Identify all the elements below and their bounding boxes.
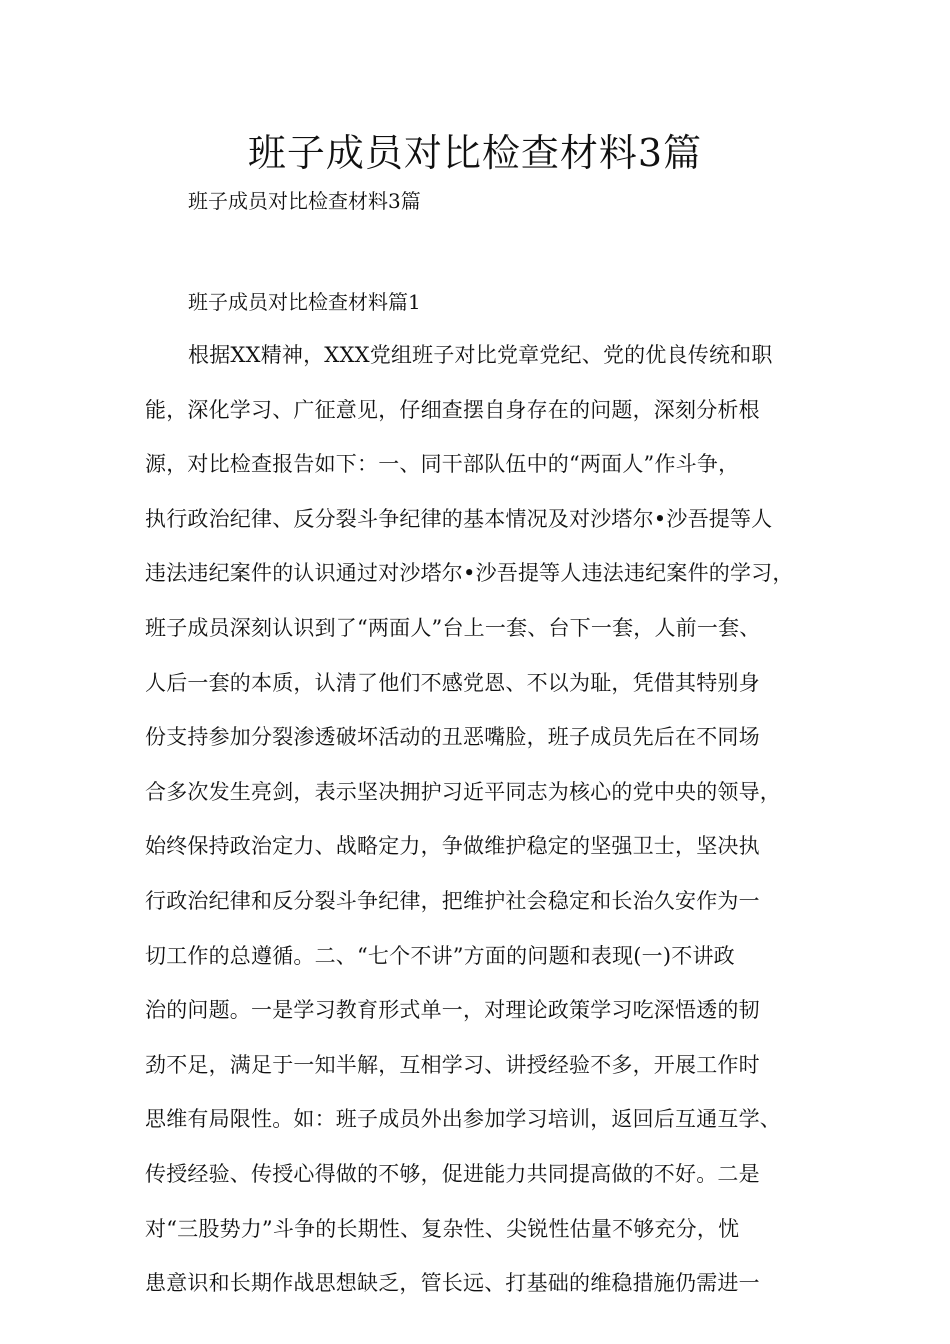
- document-subtitle: 班子成员对比检查材料3篇: [188, 189, 421, 213]
- body-line: 传授经验、传授心得做的不够，促进能力共同提高做的不好。二是: [145, 1161, 760, 1186]
- body-line: 执行政治纪律、反分裂斗争纪律的基本情况及对沙塔尔•沙吾提等人: [145, 506, 773, 531]
- body-line: 班子成员深刻认识到了“两面人”台上一套、台下一套，人前一套、: [145, 615, 761, 640]
- body-line: 始终保持政治定力、战略定力，争做维护稳定的坚强卫士，坚决执: [145, 834, 760, 859]
- body-line: 行政治纪律和反分裂斗争纪律，把维护社会稳定和长治久安作为一: [145, 888, 760, 913]
- body-line: 患意识和长期作战思想缺乏，管长远、打基础的维稳措施仍需进一: [145, 1271, 760, 1296]
- body-text: [145, 335, 825, 1318]
- body-line: 思维有局限性。如：班子成员外出参加学习培训，返回后互通互学、: [145, 1107, 781, 1132]
- body-line: 合多次发生亮剑，表示坚决拥护习近平同志为核心的党中央的领导，: [145, 779, 781, 804]
- body-line: 根据XX精神，XXX党组班子对比党章党纪、党的优良传统和职: [188, 343, 773, 367]
- body-line: 份支持参加分裂渗透破坏活动的丑恶嘴脸，班子成员先后在不同场: [145, 725, 760, 750]
- body-line: 违法违纪案件的认识通过对沙塔尔•沙吾提等人违法违纪案件的学习，: [145, 561, 794, 586]
- section-heading: 班子成员对比检查材料篇1: [188, 290, 421, 314]
- body-line: 治的问题。一是学习教育形式单一，对理论政策学习吃深悟透的韧: [145, 998, 760, 1023]
- body-line: 能，深化学习、广征意见，仔细查摆自身存在的问题，深刻分析根: [145, 397, 760, 422]
- document-title: 班子成员对比检查材料3篇: [247, 131, 703, 175]
- body-line: 人后一套的本质，认清了他们不感党恩、不以为耻，凭借其特别身: [145, 670, 760, 695]
- body-line: 源，对比检查报告如下：一、同干部队伍中的“两面人”作斗争，: [145, 452, 740, 477]
- body-line: 劲不足，满足于一知半解，互相学习、讲授经验不多，开展工作时: [145, 1052, 760, 1077]
- body-line: 对“三股势力”斗争的长期性、复杂性、尖锐性估量不够充分，忧: [145, 1216, 740, 1241]
- body-line: 切工作的总遵循。二、“七个不讲”方面的问题和表现(一)不讲政: [145, 943, 735, 968]
